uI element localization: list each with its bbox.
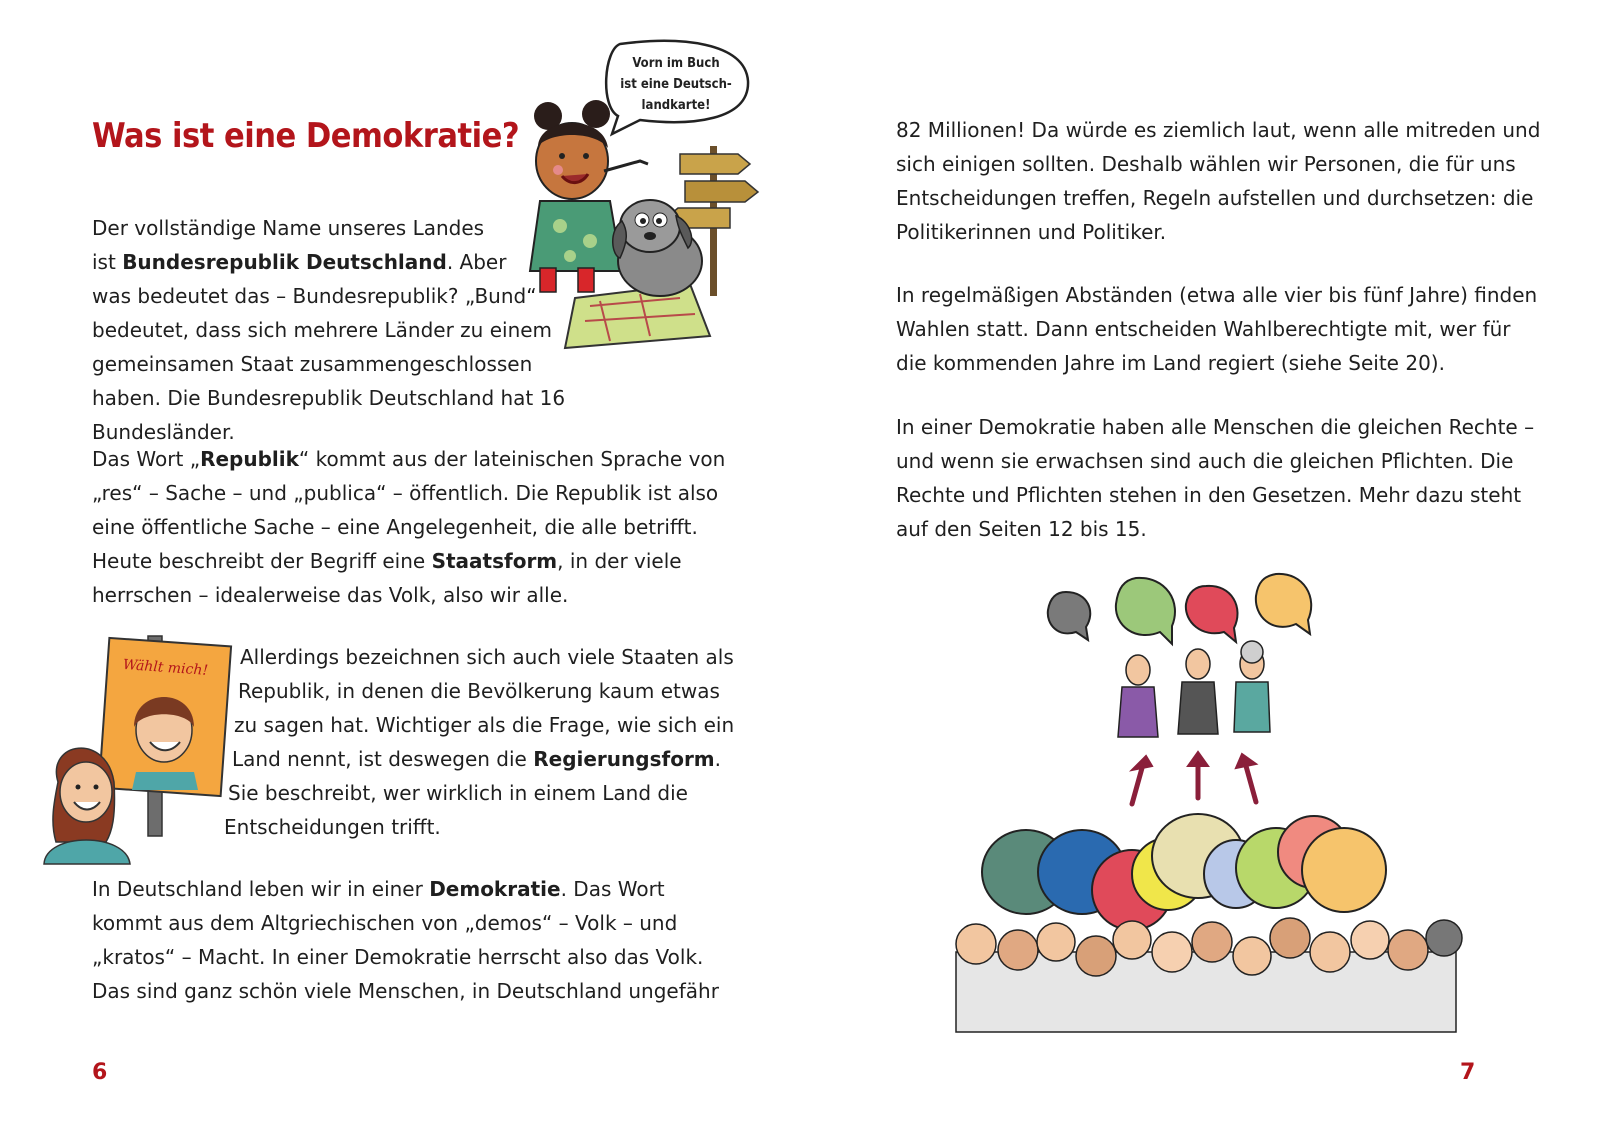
paragraph-republik [92,442,732,612]
bold-term-republik: Republik [200,447,299,471]
poster-slogan: Wählt mich! [122,656,209,679]
text-line: , in der viele [557,549,682,573]
paragraph-regierungsform [224,640,748,844]
text-line: zu sagen hat. Wichtiger als die Frage, wie sich ein [234,713,735,737]
politicians [1118,641,1270,737]
text-line: was bedeutet das – Bundesrepublik? „Bund“ [92,284,537,308]
text-line: kommt aus dem Altgriechischen von „demos“ – Volk – und [92,911,678,935]
text-line: sich einigen sollten. Deshalb wählen wir Personen, die für uns [896,152,1516,176]
page-number-right: 7 [1460,1060,1476,1085]
bold-term-regierungsform: Regierungsform [533,747,715,771]
text-line: „kratos“ – Macht. In einer Demokratie herrscht also das Volk. [92,945,704,969]
text-line: die kommenden Jahre im Land regiert (siehe Seite 20). [896,351,1445,375]
text-line: Das sind ganz schön viele Menschen, in Deutschland ungefähr [92,979,719,1003]
paragraph-rechte [896,410,1576,546]
bubble-line-2: ist eine Deutsch- [620,77,732,92]
bubble-line-1: Vorn im Buch [632,56,720,71]
paragraph-wahlen [896,278,1576,380]
text-line: Rechte und Pflichten stehen in den Gesetzen. Mehr dazu steht [896,483,1522,507]
text-line: 82 Millionen! Da würde es ziemlich laut, wenn alle mitreden und [896,118,1541,142]
text-line: Republik, in denen die Bevölkerung kaum etwas [238,679,720,703]
politician-speech-bubbles [1048,574,1311,644]
bold-term-bundesrepublik: Bundesrepublik Deutschland [122,250,447,274]
text-line: In einer Demokratie haben alle Menschen die gleichen Rechte – [896,415,1535,439]
text-line: Das Wort „ [92,447,201,471]
paragraph-millionen [896,113,1576,249]
text-line: Heute beschreibt der Begriff eine [92,549,432,573]
text-line: eine öffentliche Sache – eine Angelegenheit, die alle betrifft. [92,515,698,539]
text-line: Sie beschreibt, wer wirklich in einem Land die [228,781,688,805]
text-line: Entscheidungen trifft. [224,815,441,839]
text-line: Wahlen statt. Dann entscheiden Wahlberechtigte mit, wer für [896,317,1511,341]
paragraph-demokratie [92,872,732,1008]
text-line: In Deutschland leben wir in einer [92,877,430,901]
crowd [956,918,1462,1032]
text-line: „res“ – Sache – und „publica“ – öffentlich. Die Republik ist also [92,481,719,505]
text-line: Land nennt, ist deswegen die [232,747,534,771]
text-line: gemeinsamen Staat zusammengeschlossen [92,352,533,376]
text-line: haben. Die Bundesrepublik Deutschland hat 16 Bundesländer. [92,386,566,444]
right-page [800,0,1600,1138]
bubble-line-3: landkarte! [641,98,711,113]
text-line: Entscheidungen treffen, Regeln aufstellen und durchsetzen: die [896,186,1534,210]
text-line: . [714,747,721,771]
arrow-icons [1132,752,1256,804]
text-line: Allerdings bezeichnen sich auch viele Staaten als [240,645,734,669]
page-title: Was ist eine Demokratie? [92,116,520,156]
text-line: . Das Wort [560,877,665,901]
text-line: ist [92,250,123,274]
text-line: Politikerinnen und Politiker. [896,220,1167,244]
text-line: bedeutet, dass sich mehrere Länder zu einem [92,318,553,342]
crowd-speech-bubbles [982,814,1386,930]
text-line: In regelmäßigen Abständen (etwa alle vier bis fünf Jahre) finden [896,283,1538,307]
page-number-left: 6 [92,1060,108,1085]
text-line: auf den Seiten 12 bis 15. [896,517,1147,541]
paragraph-bundesrepublik [92,211,692,449]
crowd-election-illustration [946,572,1466,1052]
text-line: herrschen – idealerweise das Volk, also wir alle. [92,583,569,607]
text-line: und wenn sie erwachsen sind auch die gleichen Pflichten. Die [896,449,1514,473]
bold-term-demokratie: Demokratie [429,877,561,901]
text-line: Der vollständige Name unseres Landes [92,216,485,240]
election-poster-illustration [36,632,226,864]
text-line: “ kommt aus der lateinischen Sprache von [298,447,726,471]
bold-term-staatsform: Staatsform [431,549,558,573]
text-line: . Aber [446,250,507,274]
